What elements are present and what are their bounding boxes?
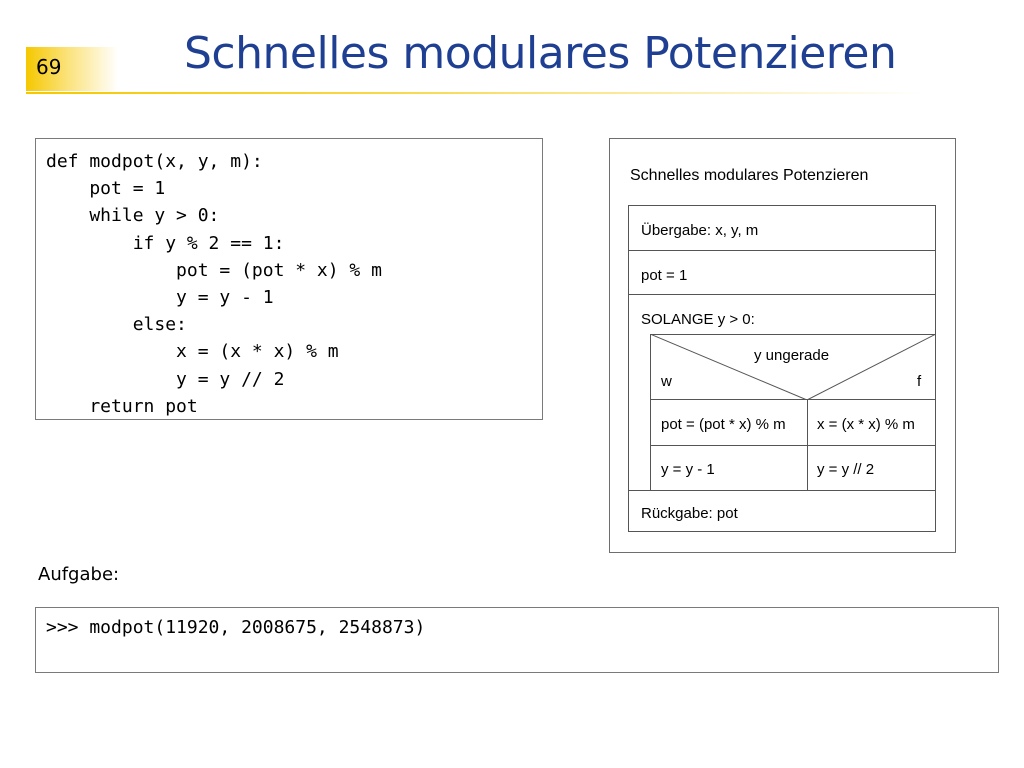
code-line: def modpot(x, y, m):: [46, 151, 263, 172]
code-line: y = y - 1: [46, 287, 274, 309]
code-line: y = y // 2: [46, 368, 285, 390]
code-listing: [35, 138, 543, 420]
page-title: Schnelles modulares Potenzieren: [184, 28, 897, 79]
init-text: pot = 1: [641, 267, 688, 284]
structogram: [609, 138, 956, 553]
code-block: [46, 148, 382, 420]
false-branch-text: y = y // 2: [817, 461, 875, 478]
code-line: x = (x * x) % m: [46, 341, 339, 363]
true-branch-text: pot = (pot * x) % m: [661, 416, 786, 433]
structogram-title: Schnelles modulares Potenzieren: [630, 167, 869, 184]
false-branch-cell: [807, 445, 936, 491]
true-branch-text: y = y - 1: [661, 461, 715, 478]
true-branch-cell: [650, 445, 808, 491]
false-label: f: [917, 373, 922, 390]
output-cell: [628, 490, 936, 532]
code-line: pot = (pot * x) % m: [46, 259, 382, 281]
code-line: else:: [46, 314, 187, 336]
init-cell: [628, 250, 936, 295]
input-cell: [628, 205, 936, 251]
code-line: while y > 0:: [46, 205, 220, 227]
false-branch-text: x = (x * x) % m: [817, 416, 915, 433]
true-branch-cell: [650, 399, 808, 446]
true-label: w: [661, 373, 672, 390]
code-line: if y % 2 == 1:: [46, 232, 285, 254]
input-text: Übergabe: x, y, m: [641, 222, 759, 239]
slide-number: 69: [36, 55, 62, 79]
task-box: [35, 607, 999, 673]
task-label: Aufgabe:: [38, 564, 120, 585]
loop-text: SOLANGE y > 0:: [641, 311, 755, 328]
title-underline: [26, 92, 926, 94]
false-branch-cell: [807, 399, 936, 446]
task-code: >>> modpot(11920, 2008675, 2548873): [46, 617, 426, 638]
condition-text: y ungerade: [754, 347, 830, 364]
code-line: return pot: [46, 395, 198, 417]
slide-number-badge: [26, 47, 118, 91]
decision-cell: [650, 334, 936, 400]
output-text: Rückgabe: pot: [641, 505, 738, 522]
decision-diagonals: [650, 334, 936, 400]
code-line: pot = 1: [46, 178, 166, 200]
